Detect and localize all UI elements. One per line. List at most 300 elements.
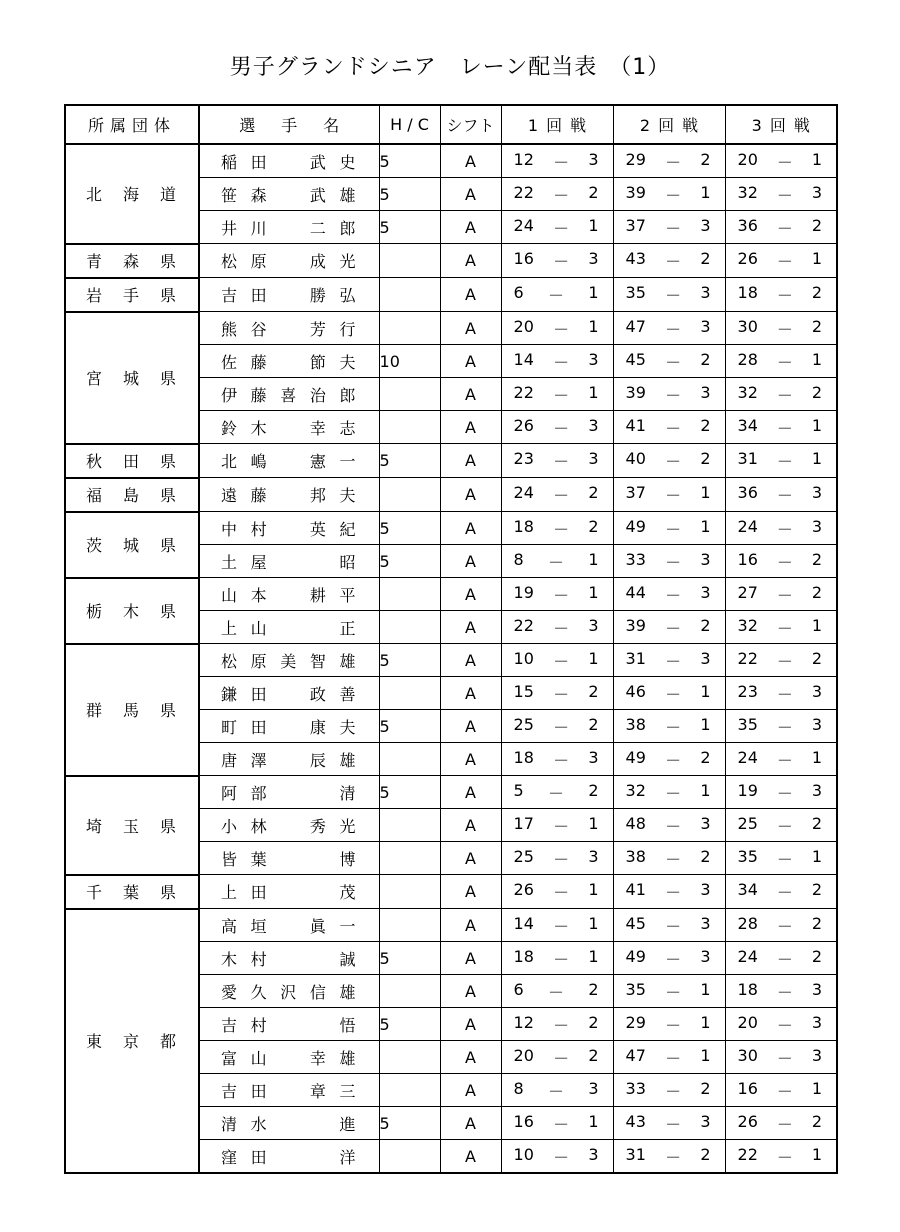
lane-dash: －: [665, 385, 682, 405]
affiliation-name: [66, 880, 198, 903]
player-name: [200, 483, 379, 506]
lane-number: 39: [625, 182, 646, 202]
round3-cell: [725, 875, 837, 909]
lane-dash: －: [553, 949, 570, 969]
lane-number: 41: [625, 415, 646, 435]
hc-cell: 5: [379, 1107, 440, 1140]
lane-dash: －: [553, 849, 570, 869]
box-number: 3: [700, 913, 711, 933]
box-number: 2: [700, 415, 711, 435]
round2-cell: [613, 1074, 725, 1107]
player-name: [200, 748, 379, 771]
player-name-char: 本: [250, 585, 267, 605]
player-name-char: 雄: [339, 982, 356, 1002]
box-number: 3: [588, 349, 599, 369]
lane-assignment: [502, 550, 613, 573]
lane-number: 30: [737, 316, 758, 336]
player-name-char: 小: [221, 816, 238, 836]
player-name-char: 田: [250, 1081, 267, 1101]
player-name-char: 笹: [221, 185, 238, 205]
lane-dash: －: [776, 783, 793, 803]
affiliation-char: 宮: [86, 369, 103, 388]
hc-cell: [379, 478, 440, 512]
lane-number: 8: [513, 1078, 524, 1098]
shift-cell: A: [440, 1074, 501, 1107]
lane-assignment: [726, 1046, 837, 1069]
lane-dash: －: [665, 252, 682, 271]
player-name-char: 水: [250, 1114, 267, 1134]
lane-assignment: [614, 449, 725, 472]
round1-cell: [501, 975, 613, 1008]
player-name-char: 康: [309, 717, 326, 737]
player-name-char: 耕: [309, 585, 326, 605]
player-name-cell: [199, 378, 379, 411]
lane-assignment: [502, 249, 613, 272]
lane-number: 22: [737, 1144, 758, 1164]
lane-assignment: [726, 1013, 837, 1036]
player-name-char: 田: [250, 684, 267, 704]
player-name: [200, 847, 379, 870]
lane-assignment: [726, 1079, 837, 1102]
affiliation-cell: [65, 644, 199, 776]
player-name: [200, 649, 379, 672]
player-name-char: 信: [309, 982, 326, 1002]
player-name-cell: [199, 842, 379, 875]
affiliation-name: [66, 483, 198, 506]
lane-dash: －: [548, 552, 565, 572]
box-number: 1: [811, 615, 822, 635]
round1-cell: [501, 512, 613, 545]
box-number: 2: [700, 846, 711, 866]
affiliation-char: 県: [160, 486, 177, 505]
lane-number: 10: [513, 648, 534, 668]
hc-cell: [379, 312, 440, 345]
lane-assignment: [614, 416, 725, 439]
lane-assignment: [614, 483, 725, 506]
player-name-cell: [199, 478, 379, 512]
player-name-cell: [199, 1041, 379, 1074]
lane-dash: －: [776, 1114, 793, 1134]
lane-number: 24: [513, 215, 534, 235]
hc-cell: [379, 842, 440, 875]
box-number: 2: [588, 1045, 599, 1065]
round3-cell: [725, 644, 837, 677]
player-name-char: 進: [339, 1114, 356, 1134]
lane-number: 45: [625, 349, 646, 369]
lane-dash: －: [776, 1048, 793, 1068]
player-name-char: 夫: [339, 352, 356, 372]
player-name-cell: [199, 345, 379, 378]
round3-cell: [725, 1041, 837, 1074]
player-name-char: 藤: [250, 385, 267, 405]
lane-assignment: [502, 1112, 613, 1135]
header-player-name-text: 選手名: [239, 116, 366, 135]
lane-dash: －: [776, 452, 793, 471]
box-number: 3: [588, 249, 599, 268]
box-number: 3: [811, 483, 822, 502]
round1-cell: [501, 1008, 613, 1041]
player-name: [200, 1013, 379, 1036]
affiliation-char: 京: [123, 1032, 140, 1052]
lane-dash: －: [776, 1015, 793, 1035]
round3-cell: [725, 244, 837, 278]
lane-number: 49: [625, 946, 646, 966]
round2-cell: [613, 345, 725, 378]
player-name: [200, 583, 379, 606]
player-name: [200, 814, 379, 837]
shift-cell: A: [440, 411, 501, 444]
player-name-char: 谷: [250, 319, 267, 339]
round2-cell: [613, 312, 725, 345]
lane-dash: －: [553, 185, 570, 205]
player-name-char: 一: [339, 916, 356, 936]
shift-cell: A: [440, 677, 501, 710]
player-name: [200, 449, 379, 472]
player-name-char: 愛: [221, 982, 238, 1002]
affiliation-char: 城: [123, 369, 140, 388]
player-name-char: 政: [309, 684, 326, 704]
player-name-char: 垣: [250, 916, 267, 936]
hc-cell: [379, 1041, 440, 1074]
player-name-cell: [199, 875, 379, 909]
lane-assignment: [726, 847, 837, 870]
player-name-char: 田: [250, 883, 267, 902]
round1-cell: [501, 942, 613, 975]
lane-number: 38: [625, 846, 646, 866]
lane-assignment: [502, 449, 613, 472]
round2-cell: [613, 942, 725, 975]
affiliation-cell: [65, 244, 199, 278]
lane-dash: －: [776, 385, 793, 405]
player-name-char: 悟: [339, 1015, 356, 1035]
lane-assignment: [502, 1079, 613, 1102]
lane-dash: －: [665, 618, 682, 638]
box-number: 3: [588, 1144, 599, 1164]
lane-assignment: [614, 150, 725, 173]
box-number: 1: [588, 946, 599, 966]
lane-dash: －: [665, 1147, 682, 1167]
affiliation-cell: [65, 312, 199, 444]
lane-dash: －: [776, 352, 793, 372]
affiliation-char: 秋: [86, 452, 103, 471]
affiliation-name: [66, 698, 198, 721]
lane-assignment: [726, 814, 837, 837]
round1-cell: [501, 178, 613, 211]
affiliation-cell: [65, 776, 199, 875]
round3-cell: [725, 710, 837, 743]
player-name-char: 善: [339, 684, 356, 704]
player-name-cell: [199, 278, 379, 312]
lane-assignment: [614, 249, 725, 272]
player-name-cell: [199, 975, 379, 1008]
affiliation-char: 茨: [86, 536, 103, 555]
lane-dash: －: [665, 717, 682, 737]
box-number: 3: [700, 880, 711, 899]
lane-number: 49: [625, 747, 646, 767]
round3-cell: [725, 512, 837, 545]
lane-dash: －: [665, 1081, 682, 1101]
round1-cell: [501, 378, 613, 411]
affiliation-char: 田: [123, 452, 140, 471]
round2-cell: [613, 278, 725, 312]
player-name-char: 窪: [221, 1147, 238, 1167]
lane-number: 14: [513, 913, 534, 933]
lane-assignment: [502, 283, 613, 306]
round3-cell: [725, 578, 837, 611]
player-name-cell: [199, 1008, 379, 1041]
lane-number: 34: [737, 880, 758, 899]
lane-number: 8: [513, 549, 524, 569]
header-round1-text: 1回戦: [527, 116, 595, 135]
player-name-char: 原: [250, 252, 267, 271]
box-number: 3: [588, 415, 599, 435]
box-number: 2: [700, 615, 711, 635]
lane-dash: －: [548, 783, 565, 803]
round1-cell: [501, 411, 613, 444]
lane-assignment: [502, 649, 613, 672]
player-name-char: 史: [339, 152, 356, 172]
round1-cell: [501, 244, 613, 278]
lane-assignment: [502, 416, 613, 439]
box-number: 1: [588, 648, 599, 668]
player-name-char: 林: [250, 816, 267, 836]
lane-number: 18: [737, 979, 758, 999]
round2-cell: [613, 411, 725, 444]
lane-assignment: [502, 980, 613, 1003]
lane-assignment: [614, 847, 725, 870]
lane-number: 26: [737, 249, 758, 268]
player-name-cell: [199, 776, 379, 809]
box-number: 2: [700, 249, 711, 268]
affiliation-char: 都: [160, 1032, 177, 1052]
round2-cell: [613, 975, 725, 1008]
round2-cell: [613, 1041, 725, 1074]
lane-dash: －: [776, 152, 793, 172]
header-hc-text: H / C: [390, 115, 429, 134]
round1-cell: [501, 875, 613, 909]
player-name-char: 上: [221, 883, 238, 902]
lane-assignment: [726, 682, 837, 705]
lane-dash: －: [548, 286, 565, 305]
header-round2-text: 2回戦: [639, 116, 707, 135]
round3-cell: [725, 478, 837, 512]
header-row: [65, 105, 837, 144]
lane-number: 20: [513, 316, 534, 336]
box-number: 1: [811, 1078, 822, 1098]
shift-cell: A: [440, 578, 501, 611]
hc-cell: 5: [379, 710, 440, 743]
round2-cell: [613, 1107, 725, 1140]
lane-number: 30: [737, 1045, 758, 1065]
player-name-char: 辰: [309, 750, 326, 770]
page-title: 男子グランドシニア レーン配当表 （1）: [229, 55, 671, 80]
lane-assignment: [502, 914, 613, 937]
player-name-char: 川: [250, 218, 267, 238]
lane-dash: －: [553, 750, 570, 770]
player-name: [200, 183, 379, 206]
lane-assignment: [726, 216, 837, 239]
table-body: [65, 144, 837, 1173]
lane-number: 24: [737, 747, 758, 767]
player-name-char: 澤: [250, 750, 267, 770]
box-number: 3: [700, 946, 711, 966]
shift-cell: A: [440, 345, 501, 378]
affiliation-char: 福: [86, 486, 103, 505]
lane-dash: －: [776, 618, 793, 638]
player-name-char: 憲: [309, 452, 326, 471]
lane-number: 41: [625, 880, 646, 899]
lane-assignment: [614, 1112, 725, 1135]
player-name-cell: [199, 809, 379, 842]
player-name-char: 鎌: [221, 684, 238, 704]
lane-dash: －: [553, 585, 570, 605]
player-name-char: 茂: [339, 883, 356, 902]
lane-assignment: [726, 781, 837, 804]
lane-assignment: [614, 183, 725, 206]
player-name-cell: [199, 244, 379, 278]
player-name: [200, 781, 379, 804]
table-row: [65, 644, 837, 677]
round1-cell: [501, 1074, 613, 1107]
lane-assignment: [502, 947, 613, 970]
player-name-cell: [199, 1107, 379, 1140]
shift-cell: A: [440, 909, 501, 942]
lane-assignment: [614, 550, 725, 573]
player-name-cell: [199, 178, 379, 211]
lane-dash: －: [553, 916, 570, 936]
lane-number: 35: [625, 283, 646, 302]
player-name-cell: [199, 444, 379, 478]
player-name-char: 行: [339, 319, 356, 339]
box-number: 2: [811, 382, 822, 402]
player-name-char: 熊: [221, 319, 238, 339]
lane-assignment: [502, 880, 613, 903]
affiliation-cell: [65, 444, 199, 478]
lane-assignment: [502, 814, 613, 837]
player-name: [200, 914, 379, 937]
round3-cell: [725, 611, 837, 644]
round2-cell: [613, 545, 725, 578]
lane-assignment: [726, 1112, 837, 1135]
round1-cell: [501, 611, 613, 644]
box-number: 2: [811, 880, 822, 899]
box-number: 1: [700, 681, 711, 701]
lane-number: 26: [513, 880, 534, 899]
table-row: [65, 478, 837, 512]
round3-cell: [725, 1107, 837, 1140]
player-name-char: 阿: [221, 783, 238, 803]
lane-dash: －: [776, 849, 793, 869]
box-number: 1: [588, 880, 599, 899]
box-number: 1: [811, 149, 822, 169]
lane-number: 28: [737, 913, 758, 933]
box-number: 3: [811, 1012, 822, 1032]
affiliation-cell: [65, 278, 199, 312]
hc-cell: [379, 244, 440, 278]
table-row: [65, 776, 837, 809]
lane-assignment: [726, 383, 837, 406]
round2-cell: [613, 743, 725, 776]
affiliation-char: 県: [160, 883, 177, 902]
lane-dash: －: [553, 618, 570, 638]
lane-number: 46: [625, 681, 646, 701]
lane-dash: －: [553, 1015, 570, 1035]
round3-cell: [725, 444, 837, 478]
lane-dash: －: [548, 982, 565, 1002]
box-number: 2: [811, 549, 822, 569]
round2-cell: [613, 644, 725, 677]
player-name-char: 三: [339, 1081, 356, 1101]
player-name-char: 武: [309, 185, 326, 205]
box-number: 1: [811, 846, 822, 866]
affiliation-name: [66, 283, 198, 306]
lane-assignment: [502, 715, 613, 738]
affiliation-name: [66, 1029, 198, 1052]
lane-number: 44: [625, 582, 646, 602]
lane-number: 19: [513, 582, 534, 602]
box-number: 1: [588, 549, 599, 569]
box-number: 2: [811, 215, 822, 235]
affiliation-cell: [65, 909, 199, 1174]
affiliation-cell: [65, 512, 199, 578]
player-name: [200, 616, 379, 639]
round1-cell: [501, 644, 613, 677]
lane-dash: －: [553, 1147, 570, 1167]
player-name-cell: [199, 942, 379, 975]
box-number: 2: [588, 1012, 599, 1032]
player-name-char: 松: [221, 651, 238, 671]
box-number: 2: [811, 648, 822, 668]
box-number: 1: [700, 979, 711, 999]
round1-cell: [501, 545, 613, 578]
lane-assignment: [726, 183, 837, 206]
round3-cell: [725, 909, 837, 942]
box-number: 2: [588, 483, 599, 502]
player-name-char: 郎: [339, 385, 356, 405]
lane-dash: －: [776, 252, 793, 271]
box-number: 1: [588, 215, 599, 235]
lane-dash: －: [665, 418, 682, 438]
player-name-char: 一: [339, 452, 356, 471]
player-name-cell: [199, 743, 379, 776]
lane-number: 15: [513, 681, 534, 701]
lane-assignment: [726, 416, 837, 439]
round1-cell: [501, 677, 613, 710]
round1-cell: [501, 478, 613, 512]
lane-assignment: [614, 748, 725, 771]
lane-assignment: [614, 1046, 725, 1069]
affiliation-char: 埼: [86, 816, 103, 836]
player-name-cell: [199, 644, 379, 677]
lane-number: 40: [625, 449, 646, 468]
box-number: 2: [700, 1078, 711, 1098]
lane-number: 18: [513, 946, 534, 966]
round1-cell: [501, 1041, 613, 1074]
shift-cell: A: [440, 875, 501, 909]
hc-cell: 5: [379, 178, 440, 211]
lane-dash: －: [553, 152, 570, 172]
lane-number: 28: [737, 349, 758, 369]
player-name-char: 智: [309, 651, 326, 671]
player-name-char: 紀: [339, 519, 356, 539]
box-number: 3: [811, 681, 822, 701]
lane-dash: －: [665, 1114, 682, 1134]
player-name-char: 幸: [309, 1048, 326, 1068]
player-name: [200, 1112, 379, 1135]
round1-cell: [501, 1140, 613, 1174]
lane-number: 31: [625, 648, 646, 668]
player-name-char: 土: [221, 552, 238, 572]
